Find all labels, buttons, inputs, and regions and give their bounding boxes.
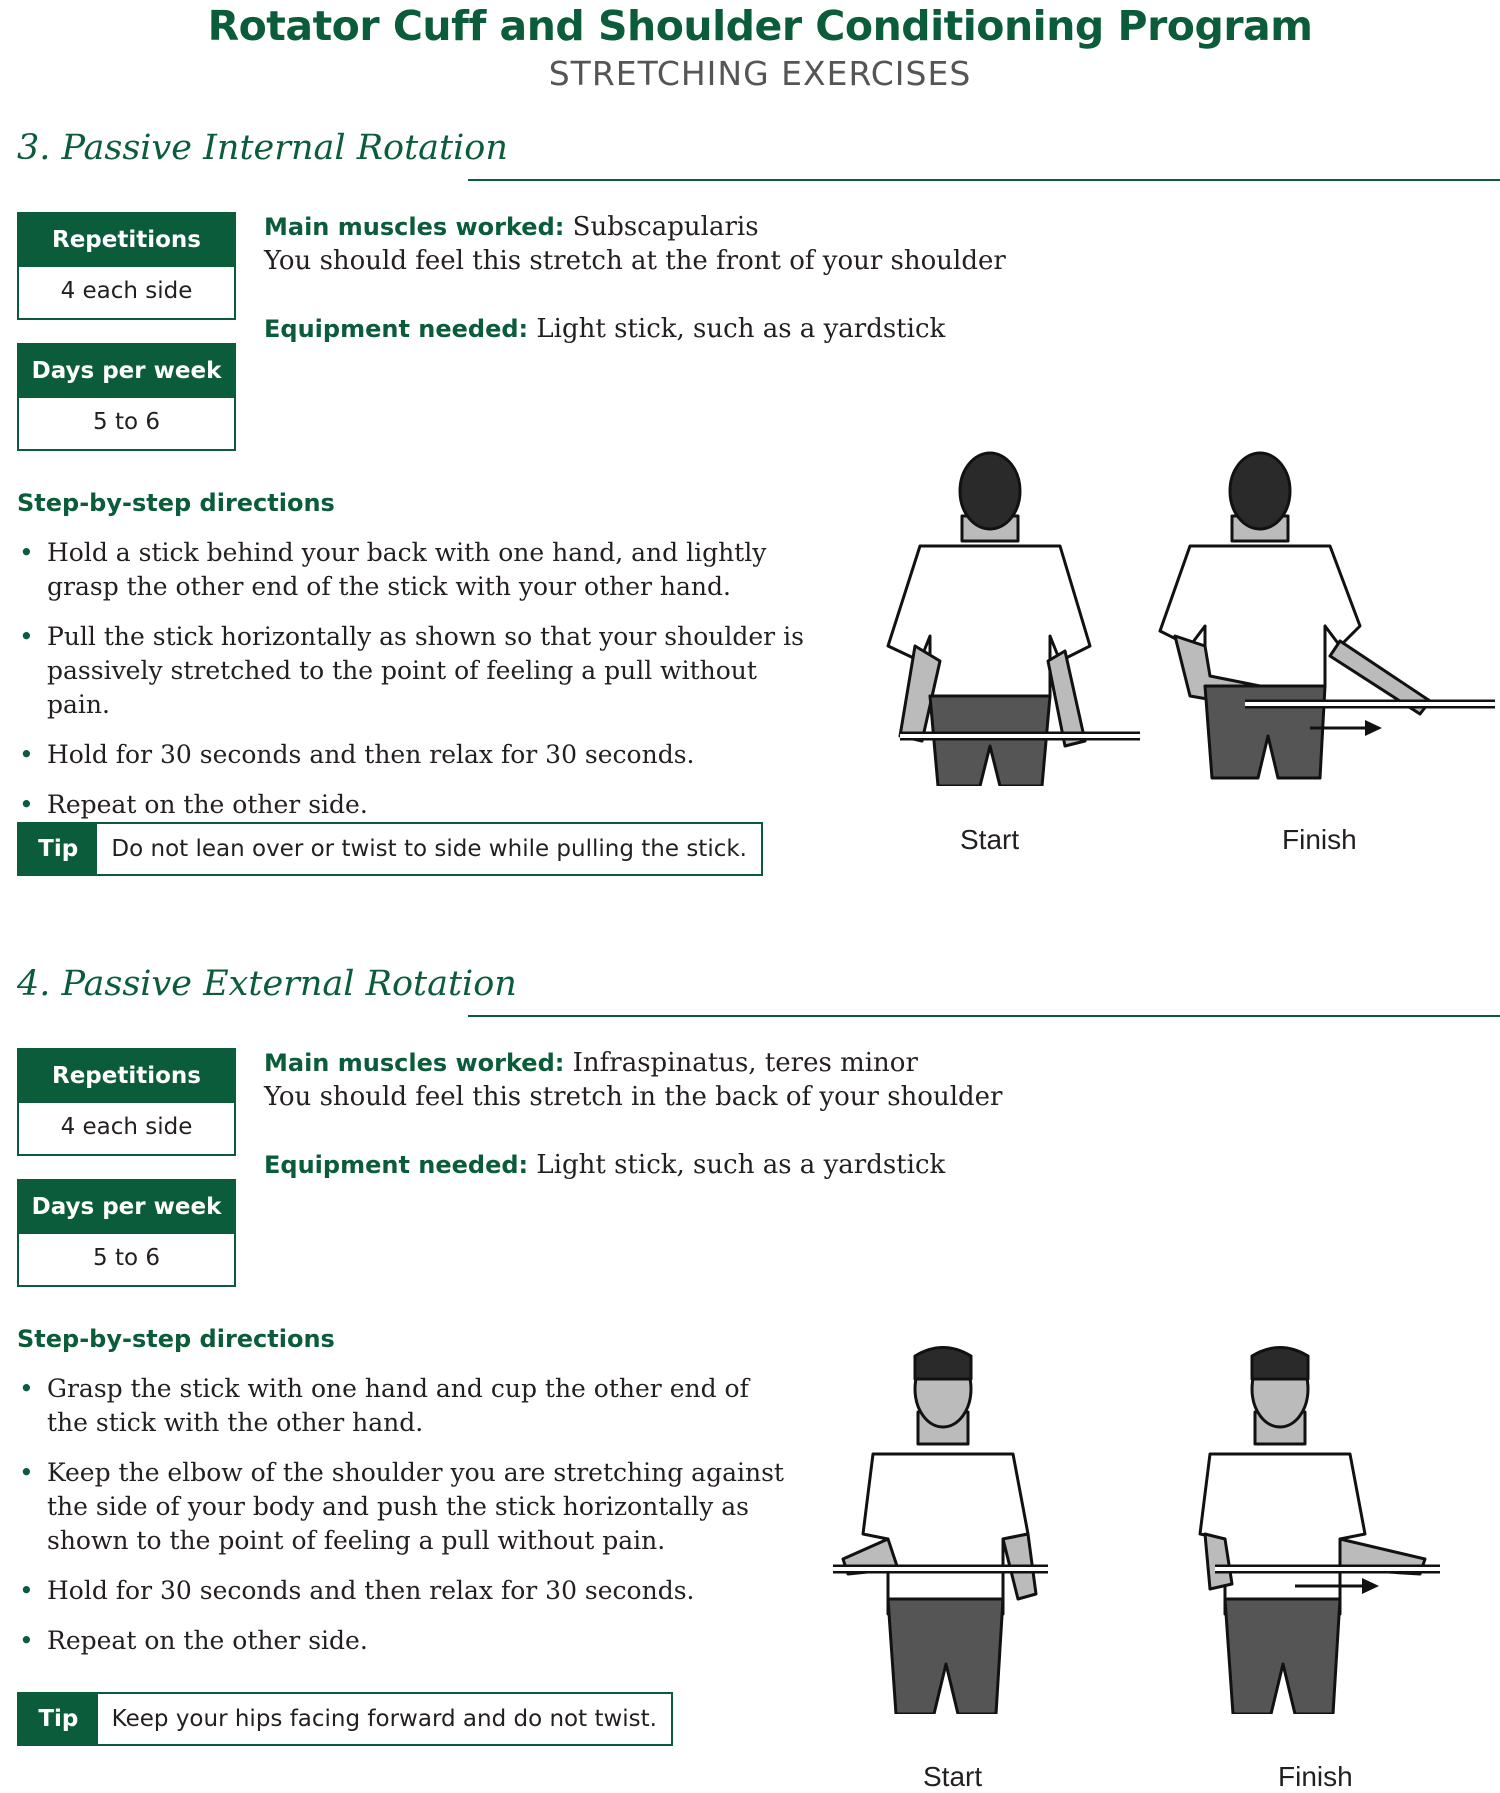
muscles-label: Main muscles worked:	[264, 213, 565, 241]
days-value: 5 to 6	[93, 1245, 160, 1271]
list-item: • Repeat on the other side.	[17, 1624, 797, 1658]
equipment-label: Equipment needed:	[264, 315, 529, 343]
tip-text: Do not lean over or twist to side while pulling the stick.	[111, 836, 747, 862]
tip-box	[17, 822, 763, 876]
page-subtitle: STRETCHING EXERCISES	[548, 54, 972, 93]
days-per-week-box	[17, 343, 236, 451]
list-item: • Repeat on the other side.	[17, 788, 817, 822]
title-rule	[468, 1015, 1500, 1017]
repetitions-box	[17, 1048, 236, 1156]
caption-start: Start	[960, 824, 1020, 855]
exercise-title: 3. Passive Internal Rotation	[17, 128, 508, 168]
muscles-value: Infraspinatus, teres minor	[572, 1048, 918, 1078]
list-item: • Pull the stick horizontally as shown so that your shoulder is passively stretched to the point of feeling a pull without pain.	[19, 622, 804, 719]
repetitions-value: 4 each side	[60, 1114, 193, 1140]
bullet-icon: •	[19, 740, 34, 769]
exercise-section-external-rotation	[0, 964, 1500, 1792]
steps-list	[17, 536, 817, 838]
finish-figure-illustration	[1150, 446, 1500, 786]
exercise-info	[264, 210, 1006, 346]
exercise-section-internal-rotation	[0, 128, 1500, 888]
muscles-value: Subscapularis	[572, 212, 759, 242]
days-per-week-box	[17, 1179, 236, 1287]
steps-heading: Step-by-step directions	[17, 1325, 335, 1353]
muscles-label: Main muscles worked:	[264, 1049, 565, 1077]
repetitions-label: Repetitions	[19, 214, 234, 267]
repetitions-value: 4 each side	[60, 278, 193, 304]
caption-finish: Finish	[1282, 824, 1357, 855]
bullet-icon: •	[19, 1626, 34, 1655]
list-item: • Hold for 30 seconds and then relax for 30 seconds.	[17, 1574, 797, 1608]
list-item: • Hold for 30 seconds and then relax for 30 seconds.	[17, 738, 817, 772]
equipment-value: Light stick, such as a yardstick	[536, 1150, 946, 1180]
feel-text: You should feel this stretch at the front of your shoulder	[264, 246, 1006, 276]
bullet-icon: •	[19, 1458, 34, 1487]
caption-start: Start	[923, 1761, 983, 1792]
days-label: Days per week	[19, 345, 234, 398]
list-item: • Hold a stick behind your back with one hand, and lightly grasp the other end of the stick with your other hand.	[19, 538, 767, 601]
repetitions-box	[17, 212, 236, 320]
tip-box	[17, 1692, 673, 1746]
caption-finish: Finish	[1278, 1761, 1353, 1792]
repetitions-label: Repetitions	[19, 1050, 234, 1103]
tip-label: Tip	[19, 824, 97, 874]
title-rule	[468, 179, 1500, 181]
list-item: • Grasp the stick with one hand and cup the other end of the stick with the other hand.	[19, 1374, 749, 1437]
feel-text: You should feel this stretch in the back of your shoulder	[264, 1082, 1003, 1112]
equipment-label: Equipment needed:	[264, 1151, 529, 1179]
exercise-title: 4. Passive External Rotation	[17, 964, 517, 1004]
exercise-info	[264, 1046, 1002, 1182]
list-item: • Keep the elbow of the shoulder you are stretching against the side of your body and push the stick horizontally as shown to the point of feeling a pull without pain.	[19, 1458, 784, 1555]
days-label: Days per week	[19, 1181, 234, 1234]
bullet-icon: •	[19, 538, 34, 567]
start-figure-illustration	[818, 1344, 1098, 1714]
tip-label: Tip	[19, 1694, 98, 1744]
equipment-value: Light stick, such as a yardstick	[536, 314, 946, 344]
start-figure-illustration	[860, 446, 1140, 786]
page-title: Rotator Cuff and Shoulder Conditioning Program	[207, 2, 1313, 50]
days-value: 5 to 6	[93, 409, 160, 435]
finish-figure-illustration	[1170, 1344, 1460, 1714]
bullet-icon: •	[19, 1374, 34, 1403]
tip-text: Keep your hips facing forward and do not twist.	[111, 1706, 657, 1732]
bullet-icon: •	[19, 1576, 34, 1605]
steps-list	[17, 1372, 797, 1674]
bullet-icon: •	[19, 790, 34, 819]
steps-heading: Step-by-step directions	[17, 489, 335, 517]
bullet-icon: •	[19, 622, 34, 651]
